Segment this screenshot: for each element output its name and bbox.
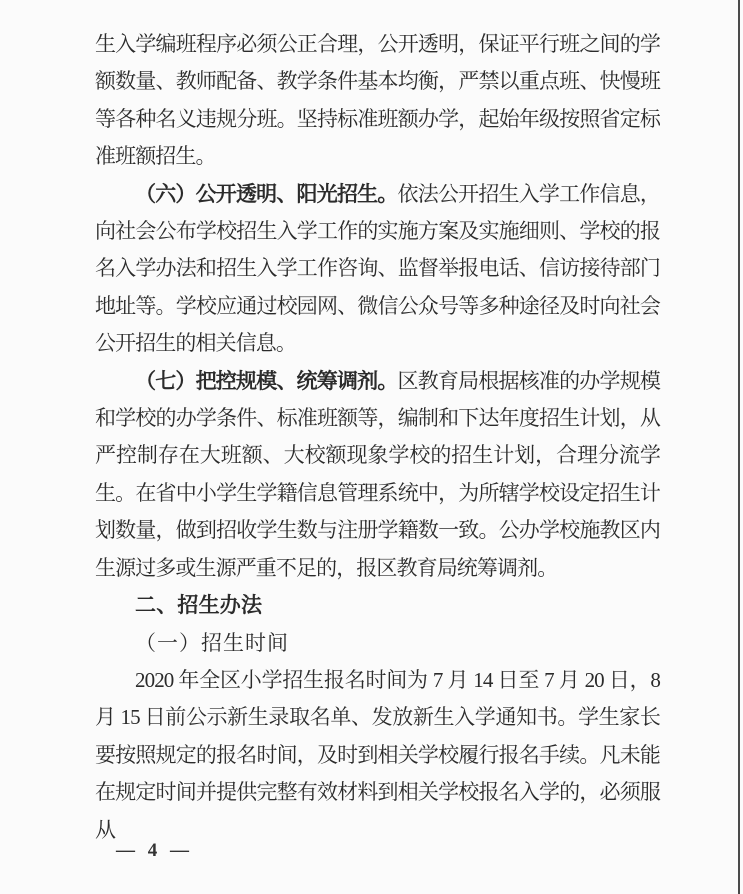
paragraph-lead: （七）把控规模、统筹调剂。 — [135, 368, 398, 393]
paragraph-text: 生入学编班程序必须公正合理，公开透明，保证平行班之间的学额数量、教师配备、教学条件基本均衡，严禁以重点班、快慢班等各种名义违规分班。坚持标准班额办学，起始年级按照省定标准班额招生。 — [95, 32, 660, 169]
paragraph-text: 区教育局根据核准的办学规模和学校的办学条件、标准班额等，编制和下达年度招生计划，从严控制存在大班额、大校额现象学校的招生计划，合理分流学生。在省中小学生学籍信息管理系统中，为所辖学校设定招生计划数量，做到招收学生数与注册学籍数一致。公办学校施教区内生源过多或生源严重不足的，报区教育局统筹调剂。 — [95, 368, 660, 580]
paragraph-item-seven — [95, 363, 660, 587]
page-content — [95, 26, 660, 849]
page-edge-line — [738, 0, 740, 894]
paragraph-lead: （六）公开透明、阳光招生。 — [135, 181, 398, 206]
paragraph-text: 2020 年全区小学招生报名时间为 7 月 14 日至 7 月 20 日，8 月 15 日前公示新生录取名单、发放新生入学通知书。学生家长要按照规定的报名时间，及时到相关学校履行报名手续。凡未能在规定时间并提供完整有效材料到相关学校报名入学的，必须服从 — [95, 667, 660, 842]
subsection-heading-text: （一）招生时间 — [135, 630, 289, 655]
section-heading-text: 二、招生办法 — [135, 594, 263, 618]
subsection-heading — [95, 625, 660, 662]
paragraph-enrollment-time — [95, 662, 660, 849]
page-number: — 4 — — [116, 840, 193, 861]
paragraph-text: 依法公开招生入学工作信息，向社会公布学校招生入学工作的实施方案及实施细则、学校的报名入学办法和招生入学工作咨询、监督举报电话、信访接待部门地址等。学校应通过校园网、微信公众号等多种途径及时向社会公开招生的相关信息。 — [95, 181, 660, 356]
paragraph-item-six — [95, 176, 660, 363]
section-heading — [95, 587, 660, 624]
paragraph-continued — [95, 26, 660, 176]
